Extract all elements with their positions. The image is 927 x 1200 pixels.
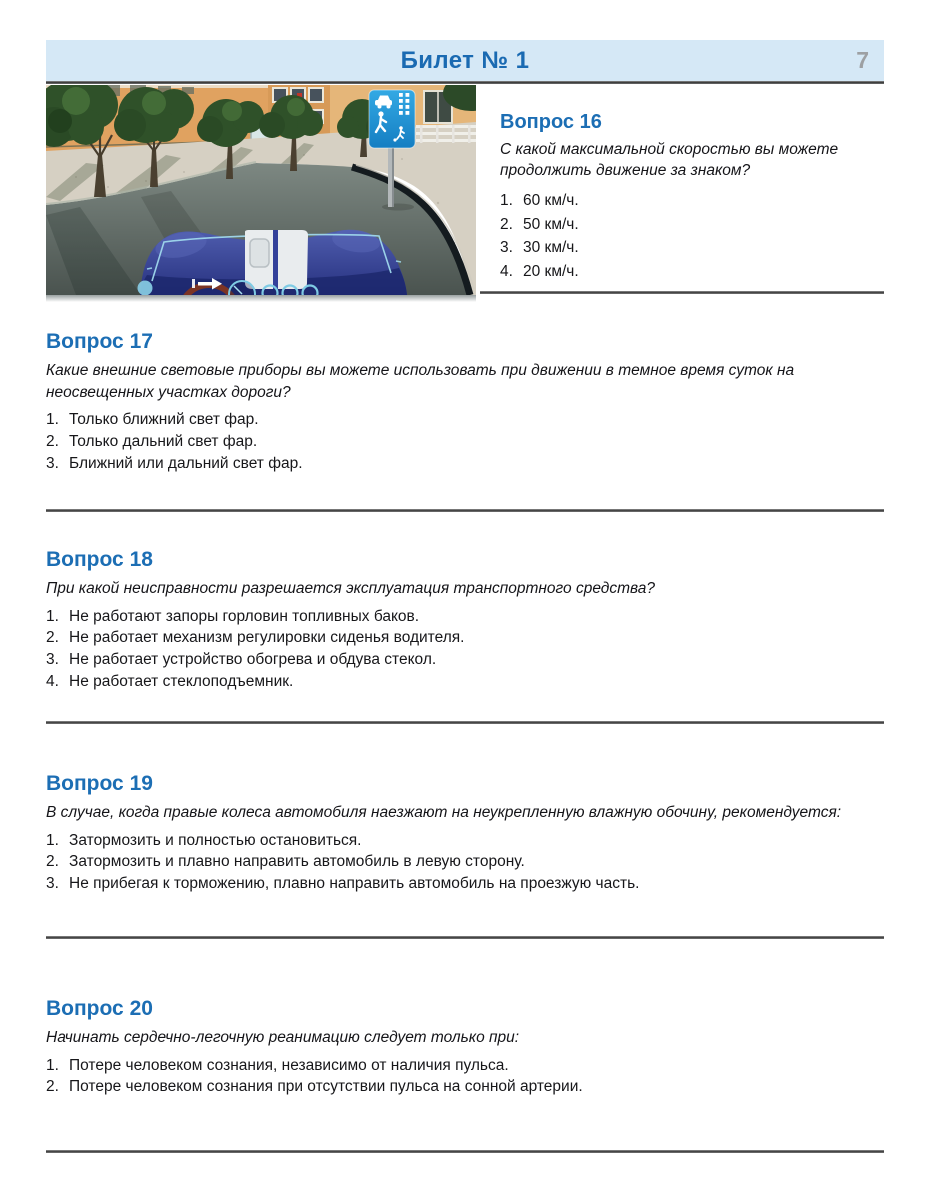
answer-number: 1. (46, 411, 59, 428)
car (138, 227, 408, 295)
answer-list (46, 830, 884, 895)
answer-text: 30 км/ч. (523, 239, 579, 256)
question-heading: Вопрос 18 (46, 548, 153, 571)
answer-text: Потере человеком сознания, независимо от наличия пульса. (69, 1056, 509, 1074)
answer-item (46, 830, 884, 852)
question-block-16 (500, 111, 886, 283)
answer-number: 2. (46, 853, 59, 871)
answer-item (46, 873, 884, 895)
question-heading: Вопрос 19 (46, 772, 153, 795)
answer-text: Затормозить и плавно направить автомобиль в левую сторону. (69, 853, 525, 871)
answer-text: Не работает механизм регулировки сиденья водителя. (69, 629, 465, 647)
question-block-17 (46, 331, 884, 474)
answer-item (46, 1055, 884, 1077)
answer-text: 20 км/ч. (523, 262, 579, 280)
answer-text: Не работает стеклоподъемник. (69, 672, 294, 690)
answer-number: 3. (46, 454, 59, 472)
answer-number: 1. (46, 1056, 59, 1074)
mirror-dot (138, 281, 153, 296)
answer-number: 4. (500, 262, 513, 280)
fence (416, 125, 476, 143)
question-text: Начинать сердечно-легочную реанимацию следует только при: (46, 1029, 520, 1046)
answer-number: 2. (46, 629, 59, 647)
section-divider (46, 509, 884, 512)
answer-number: 1. (46, 831, 59, 849)
answer-item (46, 431, 884, 453)
answer-number: 3. (500, 239, 513, 256)
answer-text: Не работает устройство обогрева и обдува стекол. (69, 651, 437, 669)
answer-text: 50 км/ч. (523, 215, 579, 233)
answer-list (500, 189, 886, 283)
answer-text: Не прибегая к торможению, плавно направить автомобиль на проезжую часть. (69, 875, 640, 893)
question-heading: Вопрос 20 (46, 997, 153, 1020)
answer-list (46, 409, 884, 474)
section-divider (46, 721, 884, 724)
page-header (46, 40, 884, 81)
answer-item (46, 671, 884, 693)
question-heading: Вопрос 16 (500, 111, 602, 133)
scene-image (46, 85, 476, 295)
answer-number: 3. (46, 875, 59, 893)
answer-number: 3. (46, 651, 59, 669)
answer-item (500, 236, 886, 260)
answer-text: Потере человеком сознания при отсутствии пульса на сонной артерии. (69, 1078, 583, 1096)
ticket-title: Билет № 1 (400, 46, 530, 74)
question-text: С какой максимальной скоростью вы можете продолжить движение за знаком? (500, 141, 839, 179)
answer-number: 2. (46, 1078, 59, 1096)
answer-list (46, 1055, 884, 1099)
question-text: В случае, когда правые колеса автомобиля наезжают на неукрепленную влажную обочину, рекомендуется: (46, 804, 842, 821)
answer-item (500, 260, 886, 284)
answer-text: 60 км/ч. (523, 192, 579, 209)
answer-item (46, 627, 884, 649)
answer-item (46, 1076, 884, 1098)
section-divider (480, 291, 884, 294)
answer-text: Затормозить и полностью остановиться. (69, 831, 362, 849)
answer-number: 2. (500, 215, 513, 233)
answer-item (46, 409, 884, 431)
answer-item (46, 649, 884, 671)
question-block-19 (46, 773, 884, 895)
driving-scene-svg (46, 85, 476, 295)
question-block-20 (46, 998, 884, 1098)
question-heading: Вопрос 17 (46, 330, 153, 353)
hood-stripe (245, 230, 308, 289)
answer-number: 1. (500, 192, 513, 209)
question-text: Какие внешние световые приборы вы можете использовать при движении в темное время суток на неосвещенных участках дороги? (46, 362, 795, 401)
answer-list (46, 606, 884, 693)
answer-item (46, 606, 884, 628)
scene-image-shadow (46, 295, 476, 302)
answer-number: 1. (46, 607, 59, 625)
section-divider (46, 1150, 884, 1153)
page-number: 7 (856, 47, 869, 73)
question-block-18 (46, 549, 884, 693)
header-rule (46, 81, 884, 84)
answer-text: Ближний или дальний свет фар. (69, 454, 303, 472)
answer-text: Только дальний свет фар. (69, 432, 258, 450)
answer-item (500, 213, 886, 237)
answer-number: 2. (46, 432, 59, 450)
answer-item (46, 851, 884, 873)
section-divider (46, 936, 884, 939)
answer-text: Не работают запоры горловин топливных баков. (69, 607, 420, 625)
answer-text: Только ближний свет фар. (69, 411, 259, 428)
question-text: При какой неисправности разрешается эксплуатация транспортного средства? (46, 580, 655, 597)
answer-number: 4. (46, 672, 59, 690)
answer-item (500, 189, 886, 213)
answer-item (46, 453, 884, 475)
